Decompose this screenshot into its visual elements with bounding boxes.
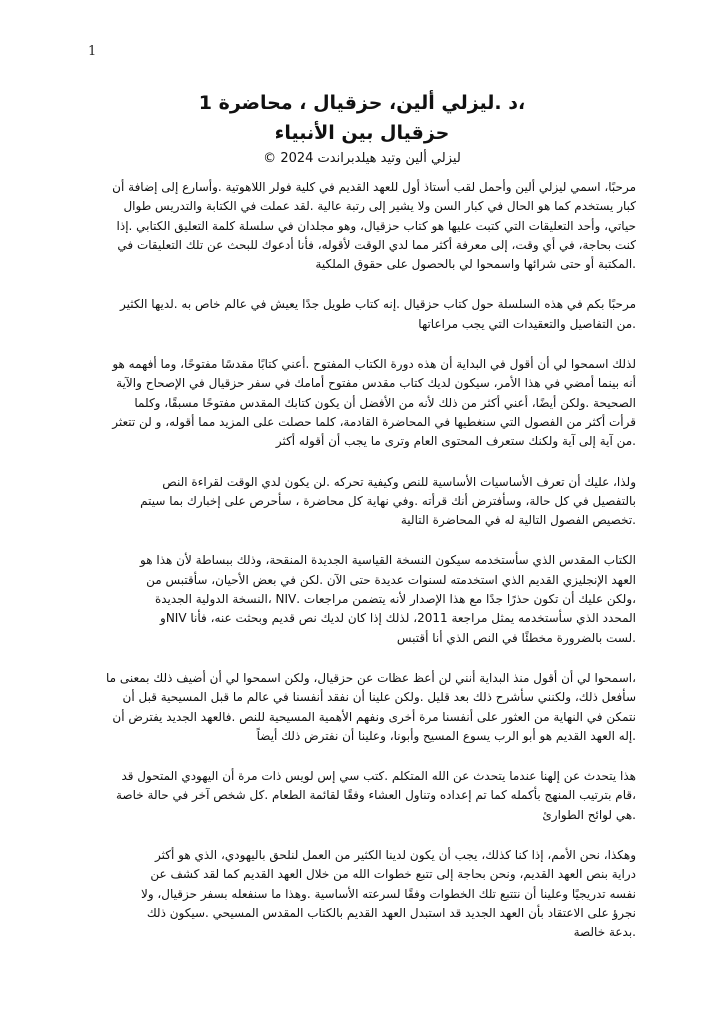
text-line: الكتاب المقدس الذي سأستخدمه سيكون النسخة القياسية الجديدة المنقحة، وذلك ببساطة لأن هذا هو [140,553,636,568]
text-line: ولذا، عليك أن تعرف الأساسيات الأساسية للنص وكيفية تحركه .لن يكون لدي الوقت لقراءة النص [162,474,636,489]
text-line: قرأت أكثر من الفصول التي سنغطيها في المحاضرة القادمة، كلما حصلت على المزيد مما أقوله، و لن تتعثر [112,414,636,429]
paragraph [88,767,636,825]
text-line: مرحبًا بكم في هذه السلسلة حول كتاب حزقيال .إنه كتاب طويل جدًا يعيش في عالم خاص به .لديها الكثير [120,297,636,312]
text-line: المحدد الذي سأستخدمه يمثل مراجعة 2011، لذلك إذا كان لديك نص قديم وبحثت عنه، فأنا NIVو [160,611,636,626]
text-line: نتمكن في النهاية من العثور على أنفسنا مرة أخرى ونفهم الأهمية المسيحية للنص .فالعهد الجديد يفترض أن [112,709,636,724]
lecture-title: ،د .ليزلي ألين، حزقيال ، محاضرة 1 [198,92,526,114]
paragraph [88,355,636,451]
paragraph [88,846,636,942]
document-header [92,88,632,170]
page-number: 1 [88,44,97,59]
text-line: .هي لوائح الطوارئ [542,807,636,822]
paragraph [88,551,636,647]
text-line: دراية بنص العهد القديم، ونحن بحاجة إلى تتبع خطوات الله من خلال العهد القديم كما لقد كشف عن [150,867,636,882]
text-line: أنه بينما أمضي في هذا الأمر، سيكون لديك كتاب مقدس مفتوح أمامك في سفر حزقيال في الإصحاح والآية [116,376,636,391]
text-line: ،قام بترتيب المنهج بأكمله كما تم إعداده وتناول العشاء وفقًا لقائمة الطعام .كل شخص آخر في حالة خاصة [116,788,636,803]
copyright-notice: ليزلي ألين وتيد هيلدبراندت 2024 © [263,151,461,166]
text-line: الصحيحة .ولكن أيضًا، أعني أكثر من ذلك لأنه من الأفضل أن يكون كتابك المقدس مفتوحًا مسبقًا، وكلما [134,395,636,410]
paragraph [88,295,636,334]
text-line: .لست بالضرورة مخطئًا في النص الذي أنا أقتبس [396,630,636,645]
text-line: كبار يستخدم كما هو الحال في كبار السن ولا يشير إلى رتبة عالية .لقد عملت في الكتابة والتدريس طوال [123,199,636,214]
text-line: .إله العهد القديم هو أبو الرب يسوع المسيح وأبونا، وعلينا أن نفترض ذلك أيضاً [256,728,636,743]
document-body [88,178,636,964]
text-line: حياتي، وأحد التعليقات التي كتبت عليها هو كتاب حزقيال، وهو مجلدان في سلسلة كلمة التعليق الكتابي .إذا [116,218,636,233]
text-line: سأفعل ذلك، ولكنني سأشرح ذلك بعد قليل .ولكن علينا أن نفقد أنفسنا في عالم ما قبل المسيحية قبل أن [122,690,636,705]
text-line: نفسه تدريجيًا وعلينا أن نتتبع تلك الخطوات وفقًا لسرعته الأساسية .وهذا ما سنفعله بسفر حزقيال، ولا [140,886,636,901]
text-line: مرحبًا، اسمي ليزلي ألين وأحمل لقب أستاذ أول للعهد القديم في كلية فولر اللاهوتية .وأسارع إلى إضافة أن [112,180,636,194]
text-line: العهد الإنجليزي القديم الذي استخدمته لسنوات عديدة حتى الآن .لكن في بعض الأحيان، سأقتبس من [146,572,636,587]
text-line: .من التفاصيل والتعقيدات التي يجب مراعاتها [418,316,636,331]
text-line: وهكذا، نحن الأمم، إذا كنا كذلك، يجب أن يكون لدينا الكثير من العمل لنلحق باليهودي، الذي هو أكثر [155,848,636,863]
text-line: .بدعة خالصة [573,925,636,940]
text-line: لذلك اسمحوا لي أن أقول في البداية أن هذه دورة الكتاب المفتوح .أعني كتابًا مقدسًا مفتوحًا، وما أفهمه هو [112,357,636,372]
paragraph [88,669,636,746]
lecture-subtitle: حزقيال بين الأنبياء [274,122,450,144]
paragraph [88,473,636,531]
text-line: بالتفصيل في كل حالة، وسأفترض أنك قرأته .وفي نهاية كل محاضرة ، سأحرص على إخبارك بما سيتم [140,493,636,508]
text-line: .من آية إلى آية ولكنك ستعرف المحتوى العام وترى ما يجب أن أقوله أكثر [275,434,636,449]
text-line: نجرؤ على الاعتقاد بأن العهد الجديد قد استبدل العهد القديم بالكتاب المقدس المسيحي .سيكون ذلك [146,905,636,920]
text-line: هذا يتحدث عن إلهنا عندما يتحدث عن الله المتكلم .كتب سي إس لويس ذات مرة أن اليهودي المتحول قد [121,769,636,784]
text-line: كنت بحاجة، في أي وقت، إلى معرفة أكثر مما لدي الوقت لأقوله، فأنا أدعوك للبحث عن تلك التعليقات في [117,237,636,252]
paragraph [88,178,636,274]
text-line: .المكتبة أو حتى شرائها واسمحوا لي بالحصول على حقوق الملكية [315,257,636,272]
text-line: ،اسمحوا لي أن أقول منذ البداية أنني لن أعظ عظات عن حزقيال، ولكن اسمحوا لي أن أضيف ذلك بمعنى ما [105,670,636,685]
text-line: .تخصيص الفصول التالية له في المحاضرة التالية [400,513,636,528]
text-line: ،ولكن عليك أن تكون حذرًا جدًا مع هذا الإصدار لأنه يتضمن مراجعات .NIV ،النسخة الدولية الجديدة [154,592,636,607]
